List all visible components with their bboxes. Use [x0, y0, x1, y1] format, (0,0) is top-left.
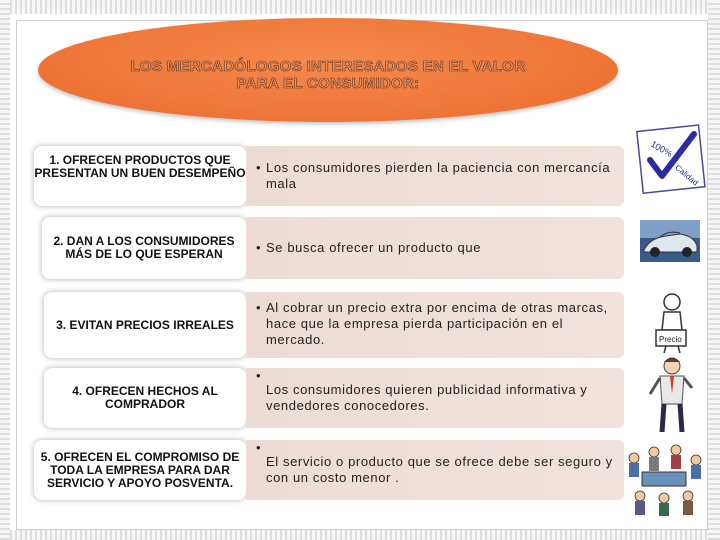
row-4-description	[246, 368, 624, 428]
team-service-icon	[622, 438, 706, 518]
decorative-right-border	[708, 0, 720, 540]
quality-checkmark-icon	[636, 124, 708, 194]
decorative-bottom-border	[0, 530, 720, 540]
slide-title	[38, 58, 618, 92]
bullet: •	[256, 368, 262, 383]
salesperson-icon	[646, 354, 696, 436]
slide-title-line2: PARA EL CONSUMIDOR:	[236, 75, 420, 92]
sports-car-icon	[640, 220, 700, 262]
list-item	[38, 292, 624, 358]
decorative-top-border	[0, 0, 720, 14]
bullet: •	[256, 300, 262, 315]
row-3-text: Al cobrar un precio extra por encima de otras marcas, hace que la empresa pierda participación en el mercado.	[266, 300, 608, 347]
row-4-label: 4. OFRECEN HECHOS AL COMPRADOR	[44, 368, 246, 428]
sign-text: Precio	[659, 335, 682, 344]
bullet: •	[256, 160, 262, 175]
list-item	[38, 368, 624, 428]
row-1-label: 1. OFRECEN PRODUCTOS QUE PRESENTAN UN BUEN DESEMPEÑO	[34, 146, 246, 206]
row-5-label: 5. OFRECEN EL COMPROMISO DE TODA LA EMPRESA PARA DAR SERVICIO Y APOYO POSVENTA.	[34, 440, 246, 500]
row-1-text: Los consumidores pierden la paciencia con mercancía mala	[266, 160, 611, 191]
row-2-description	[246, 217, 624, 279]
row-2-label: 2. DAN A LOS CONSUMIDORES MÁS DE LO QUE ESPERAN	[42, 217, 246, 279]
slide-title-line1: LOS MERCADÓLOGOS INTERESADOS EN EL VALOR	[130, 58, 526, 75]
bullet: •	[256, 240, 262, 255]
row-5-text: El servicio o producto que se ofrece debe ser seguro y con un costo menor .	[266, 454, 613, 485]
row-3-description	[246, 292, 624, 358]
row-3-label: 3. EVITAN PRECIOS IRREALES	[44, 292, 246, 358]
list-item	[38, 217, 624, 279]
row-4-text: Los consumidores quieren publicidad informativa y vendedores conocedores.	[266, 382, 588, 413]
list-item	[38, 440, 624, 500]
price-sign-person-icon	[648, 290, 694, 354]
row-5-description	[246, 440, 624, 500]
decorative-left-border	[0, 0, 10, 540]
badge-text-percent: 100%	[649, 138, 675, 159]
row-1-description	[246, 146, 624, 206]
row-2-text: Se busca ofrecer un producto que	[266, 240, 482, 255]
badge-text-quality: Calidad	[673, 163, 700, 188]
bullet: •	[256, 440, 262, 455]
list-item	[34, 146, 624, 206]
